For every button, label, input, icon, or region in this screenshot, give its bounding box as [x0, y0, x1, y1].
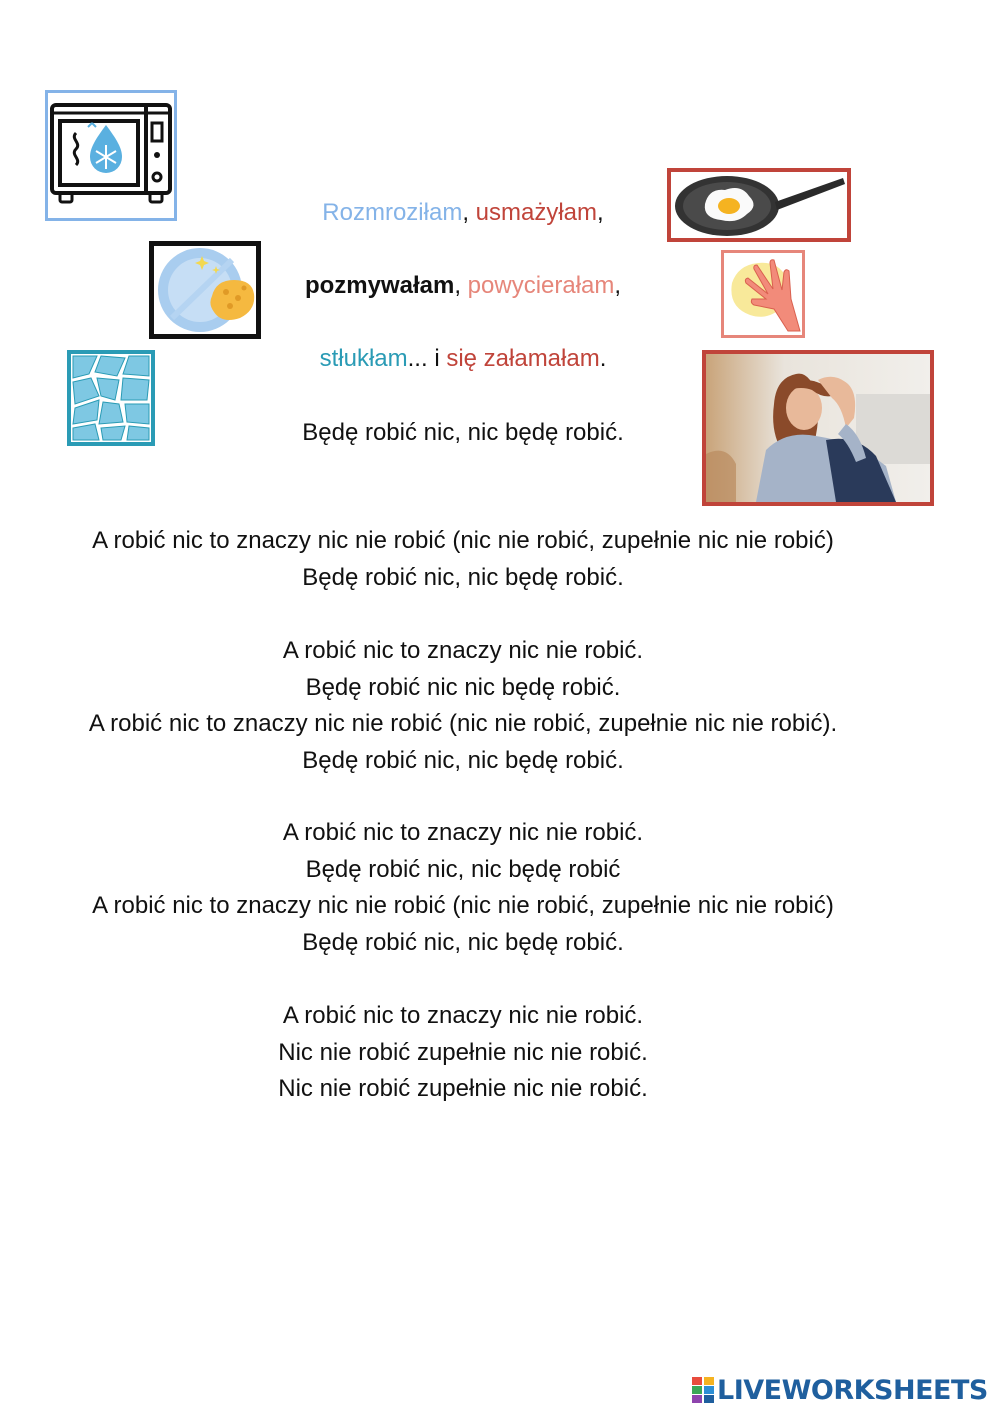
stanza2-line1: A robić nic to znaczy nic nie robić. — [282, 637, 644, 664]
word-stluklam: stłukłam — [319, 345, 408, 372]
stanza2-line2: Będę robić nic nic będę robić. — [305, 674, 621, 701]
word-powycieralam: powycierałam — [467, 272, 615, 299]
liveworksheets-logo[interactable] — [692, 1374, 988, 1406]
liveworksheets-logo-text: LIVEWORKSHEETS — [717, 1374, 988, 1406]
stanza4-line2: Nic nie robić zupełnie nic nie robić. — [278, 1039, 648, 1066]
separator: . — [599, 345, 607, 372]
word-pozmywalam: pozmywałam — [304, 272, 455, 299]
separator: , — [462, 199, 476, 226]
stanza1-line1: A robić nic to znaczy nic nie robić (nic nie robić, zupełnie nic nie robić) — [92, 527, 834, 554]
verse1-line4: Będę robić nic, nic będę robić. — [302, 419, 624, 446]
stanza1-line2: Będę robić nic, nic będę robić. — [302, 564, 624, 591]
word-rozmrozilam: Rozmroziłam — [322, 199, 463, 226]
verse1-line1 — [0, 198, 926, 228]
separator: , — [614, 272, 622, 299]
stanza4-line3: Nic nie robić zupełnie nic nie robić. — [278, 1075, 648, 1102]
word-sie-zalamalam: się załamałam — [446, 345, 600, 372]
stanza3-line2: Będę robić nic, nic będę robić — [305, 856, 621, 883]
word-usmazylam: usmażyłam — [475, 199, 598, 226]
stanza2-line3: A robić nic to znaczy nic nie robić (nic nie robić, zupełnie nic nie robić). — [88, 710, 838, 737]
stanza3-line3: A robić nic to znaczy nic nie robić (nic nie robić, zupełnie nic nie robić) — [92, 892, 834, 919]
stanza4-line1: A robić nic to znaczy nic nie robić. — [282, 1002, 644, 1029]
separator: , — [454, 272, 468, 299]
stanza3-line4: Będę robić nic, nic będę robić. — [302, 929, 624, 956]
separator: ... i — [407, 345, 447, 372]
stanza3-line1: A robić nic to znaczy nic nie robić. — [282, 819, 644, 846]
separator: , — [597, 199, 604, 226]
verse1-line2 — [0, 271, 926, 301]
liveworksheets-logo-icon — [692, 1377, 714, 1403]
verse1-line3 — [0, 344, 926, 374]
stanza2-line4: Będę robić nic, nic będę robić. — [302, 747, 624, 774]
